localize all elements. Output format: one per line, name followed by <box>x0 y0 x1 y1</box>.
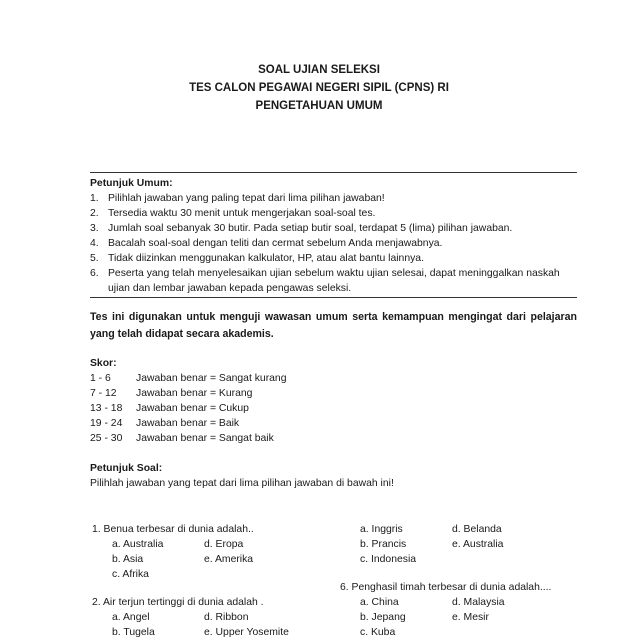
score-desc: Jawaban benar = Sangat kurang <box>136 373 287 384</box>
option-c: c. Kuba <box>360 627 396 638</box>
intro-paragraph: Tes ini digunakan untuk menguji wawasan umum serta kemampuan mengingat dari pelajaran yang telah didapat secara akademis. <box>90 311 577 340</box>
instruction-item <box>90 236 577 251</box>
answer-options <box>340 522 562 567</box>
instruction-number: 3. <box>90 223 99 234</box>
option-a: a. Inggris <box>360 524 403 535</box>
score-range: 13 - 18 <box>90 403 123 414</box>
question-instructions-label: Petunjuk Soal: <box>90 463 163 474</box>
option-a: a. Australia <box>112 539 164 550</box>
instruction-text: Jumlah soal sebanyak 30 butir. Pada setiap butir soal, terdapat 5 (lima) pilihan jawaban. <box>108 223 513 234</box>
score-range: 7 - 12 <box>90 388 117 399</box>
score-row <box>90 416 577 431</box>
general-instructions <box>90 176 577 296</box>
score-desc: Jawaban benar = Kurang <box>136 388 253 399</box>
option-a: a. China <box>360 597 399 608</box>
question-1 <box>92 522 314 582</box>
option-e: e. Amerika <box>204 554 254 565</box>
document-header <box>0 61 638 115</box>
answer-options <box>340 595 562 640</box>
top-divider <box>90 172 577 173</box>
instruction-number: 4. <box>90 238 99 249</box>
instructions-list <box>90 191 577 296</box>
question-text: 1. Benua terbesar di dunia adalah.. <box>92 524 254 535</box>
instruction-item <box>90 221 577 236</box>
score-desc: Jawaban benar = Baik <box>136 418 240 429</box>
general-instructions-label: Petunjuk Umum: <box>90 178 173 189</box>
option-d: d. Malaysia <box>452 597 505 608</box>
instruction-item <box>90 206 577 221</box>
instruction-number: 1. <box>90 193 99 204</box>
score-row <box>90 431 577 446</box>
instruction-item <box>90 251 577 266</box>
instruction-text: Tidak diizinkan menggunakan kalkulator, HP, atau alat bantu lainnya. <box>108 253 424 264</box>
instruction-text: Peserta yang telah menyelesaikan ujian sebelum waktu ujian selesai, dapat meninggalkan naskah ujian dan lembar jawaban kepada pengawas seleksi. <box>108 268 560 294</box>
instruction-text: Pilihlah jawaban yang paling tepat dari lima pilihan jawaban! <box>108 193 385 204</box>
option-d: d. Belanda <box>452 524 502 535</box>
instruction-text: Bacalah soal-soal dengan teliti dan cermat sebelum Anda menjawabnya. <box>108 238 443 249</box>
score-row <box>90 371 577 386</box>
score-range: 25 - 30 <box>90 433 123 444</box>
option-b: b. Prancis <box>360 539 407 550</box>
score-section <box>90 356 577 446</box>
instruction-item <box>90 266 577 296</box>
answer-options <box>92 537 314 582</box>
question-text: 2. Air terjun tertinggi di dunia adalah . <box>92 597 264 608</box>
option-e: e. Mesir <box>452 612 489 623</box>
option-a: a. Angel <box>112 612 150 623</box>
header-subject: PENGETAHUAN UMUM <box>255 100 383 112</box>
option-c: c. Indonesia <box>360 554 417 565</box>
instruction-number: 5. <box>90 253 99 264</box>
score-desc: Jawaban benar = Sangat baik <box>136 433 274 444</box>
header-title: SOAL UJIAN SELEKSI <box>258 64 380 76</box>
score-range: 19 - 24 <box>90 418 123 429</box>
score-row <box>90 386 577 401</box>
question-6 <box>340 580 562 640</box>
option-b: b. Tugela <box>112 627 155 638</box>
instruction-number: 2. <box>90 208 99 219</box>
question-text: 6. Penghasil timah terbesar di dunia adalah.... <box>340 582 552 593</box>
option-d: d. Ribbon <box>204 612 249 623</box>
option-b: b. Jepang <box>360 612 406 623</box>
score-label: Skor: <box>90 358 117 369</box>
answer-options <box>92 610 314 640</box>
score-desc: Jawaban benar = Cukup <box>136 403 249 414</box>
instruction-number: 6. <box>90 268 99 279</box>
question-2 <box>92 595 314 640</box>
question-instructions-text: Pilihlah jawaban yang tepat dari lima pilihan jawaban di bawah ini! <box>90 478 394 489</box>
option-e: e. Australia <box>452 539 504 550</box>
option-e: e. Upper Yosemite <box>204 627 289 638</box>
option-d: d. Eropa <box>204 539 244 550</box>
question-5-options <box>340 522 562 567</box>
option-c: c. Afrika <box>112 569 149 580</box>
instruction-item <box>90 191 577 206</box>
question-instructions <box>90 461 577 491</box>
header-subtitle: TES CALON PEGAWAI NEGERI SIPIL (CPNS) RI <box>189 82 449 94</box>
score-row <box>90 401 577 416</box>
instruction-text: Tersedia waktu 30 menit untuk mengerjakan soal-soal tes. <box>108 208 376 219</box>
option-b: b. Asia <box>112 554 144 565</box>
score-range: 1 - 6 <box>90 373 111 384</box>
bottom-divider <box>90 297 577 298</box>
